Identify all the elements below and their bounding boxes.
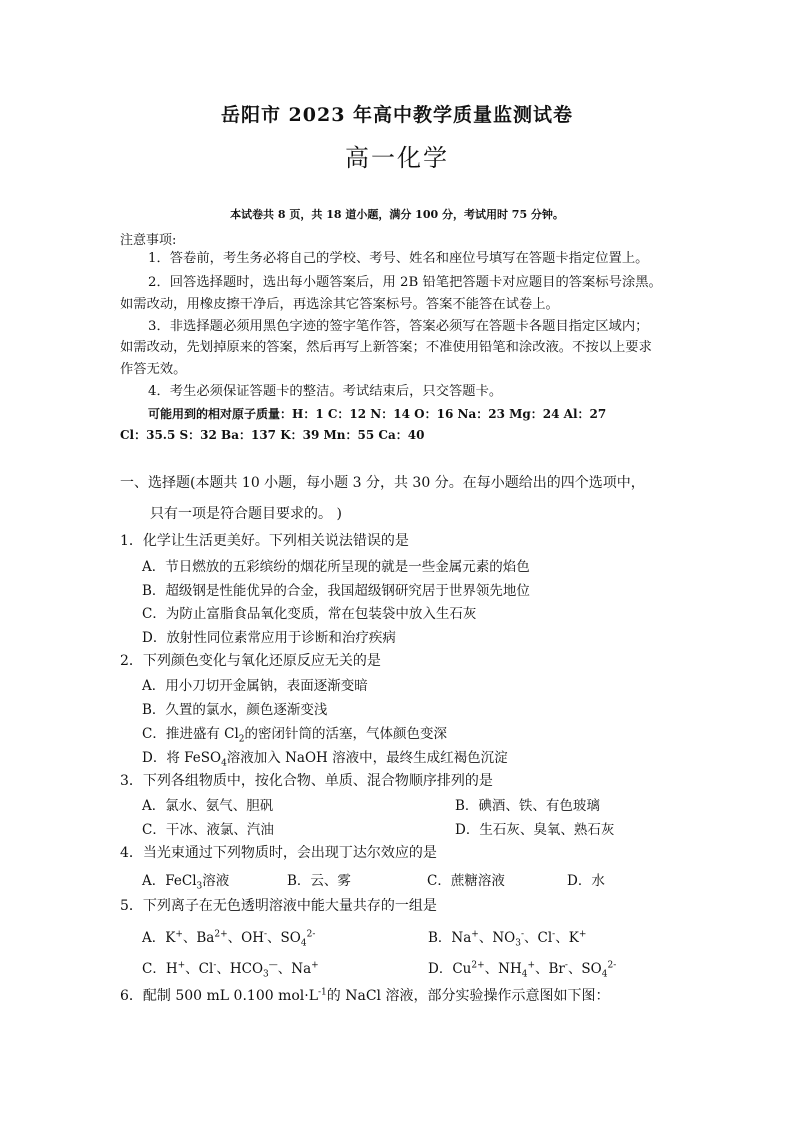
q5-option-d: D．$Cu^{2+}$、$NH_4^+$、Br-、$SO_4^{2-}$ bbox=[428, 960, 617, 980]
q1-option-c: C．为防止富脂食品氧化变质，常在包装袋中放入生石灰 bbox=[142, 606, 477, 622]
q1-option-b: B．超级钢是性能优异的合金，我国超级钢研究居于世界领先地位 bbox=[142, 583, 530, 599]
q5-option-b: B．Na+、$NO_3^-$、Cl-、K+ bbox=[428, 929, 587, 949]
note-3c: 作答无效。 bbox=[120, 362, 187, 377]
note-4: 4．考生必须保证答题卡的整洁。考试结束后，只交答题卡。 bbox=[148, 384, 503, 399]
q5-option-c: C．H+、Cl-、$HCO_3^—$、Na+ bbox=[142, 960, 319, 980]
q3-option-b: B．碘酒、铁、有色玻璃 bbox=[455, 798, 600, 814]
note-2b: 如需改动，用橡皮擦干净后，再选涂其它答案标号。答案不能答在试卷上。 bbox=[120, 297, 559, 312]
exam-title: 岳阳市 2023 年高中教学质量监测试卷 bbox=[220, 104, 574, 126]
section-heading-1: 一、选择题(本题共 10 小题，每小题 3 分，共 30 分。在每小题给出的四个选项中， bbox=[120, 475, 645, 491]
q3-option-d: D．生石灰、臭氧、熟石灰 bbox=[455, 822, 615, 838]
exam-info: 本试卷共 8 页，共 18 道小题，满分 100 分，考试用时 75 分钟。 bbox=[230, 208, 564, 221]
q4-option-b: B．云、雾 bbox=[287, 873, 351, 889]
q5-option-a: A．K+、$Ba^{2+}$、OH-、$SO_4^{2-}$ bbox=[142, 929, 316, 949]
q5-stem: 5．下列离子在无色透明溶液中能大量共存的一组是 bbox=[120, 898, 437, 914]
q2-stem: 2．下列颜色变化与氧化还原反应无关的是 bbox=[120, 653, 381, 669]
q4-option-a: A．FeCl$_3$溶液 bbox=[142, 873, 230, 892]
q4-stem: 4．当光束通过下列物质时，会出现丁达尔效应的是 bbox=[120, 845, 437, 861]
q4-option-d: D．水 bbox=[567, 873, 605, 889]
q2-option-c: C．推进盛有 $Cl_2$的密闭针筒的活塞，气体颜色变深 bbox=[142, 726, 448, 745]
q1-option-d: D．放射性同位素常应用于诊断和治疗疾病 bbox=[142, 630, 396, 646]
q3-stem: 3．下列各组物质中，按化合物、单质、混合物顺序排列的是 bbox=[120, 773, 493, 789]
q3-option-c: C．干冰、液氯、汽油 bbox=[142, 822, 274, 838]
notes-heading: 注意事项: bbox=[120, 233, 177, 248]
q1-stem: 1．化学让生活更美好。下列相关说法错误的是 bbox=[120, 533, 409, 549]
q3-option-a: A．氯水、氨气、胆矾 bbox=[142, 798, 274, 814]
q2-option-a: A．用小刀切开金属钠，表面逐渐变暗 bbox=[142, 678, 368, 694]
exam-subtitle: 高一化学 bbox=[345, 144, 449, 172]
q1-option-a: A．节日燃放的五彩缤纷的烟花所呈现的就是一些金属元素的焰色 bbox=[142, 559, 530, 575]
atomic-mass-line-1: 可能用到的相对原子质量：H：1 C：12 N：14 O：16 Na：23 Mg：24 Al：27 bbox=[148, 407, 607, 421]
section-heading-2: 只有一项是符合题目要求的。 ) bbox=[150, 506, 342, 522]
note-3b: 如需改动，先划掉原来的答案，然后再写上新答案；不准使用铅笔和涂改液。不按以上要求 bbox=[120, 340, 652, 355]
q6-stem: 6．配制 500 mL 0.100 $mol\cdot L^{-1}$的 NaCl 溶液，部分实验操作示意图如下图： bbox=[120, 987, 610, 1004]
q2-option-d: D．将 FeSO$_4$溶液加入 NaOH 溶液中，最终生成红褐色沉淀 bbox=[142, 750, 508, 769]
note-3a: 3．非选择题必须用黑色字迹的签字笔作答，答案必须写在答题卡各题目指定区域内； bbox=[148, 319, 649, 334]
q2-option-b: B．久置的氯水，颜色逐渐变浅 bbox=[142, 702, 328, 718]
note-2a: 2．回答选择题时，选出每小题答案后，用 2B 铅笔把答题卡对应题目的答案标号涂黑。 bbox=[148, 275, 662, 290]
atomic-mass-line-2: Cl：35.5 S：32 Ba：137 K：39 Mn：55 Ca：40 bbox=[120, 428, 425, 442]
note-1: 1．答卷前，考生务必将自己的学校、考号、姓名和座位号填写在答题卡指定位置上。 bbox=[148, 251, 649, 266]
q4-option-c: C．蔗糖溶液 bbox=[427, 873, 505, 889]
